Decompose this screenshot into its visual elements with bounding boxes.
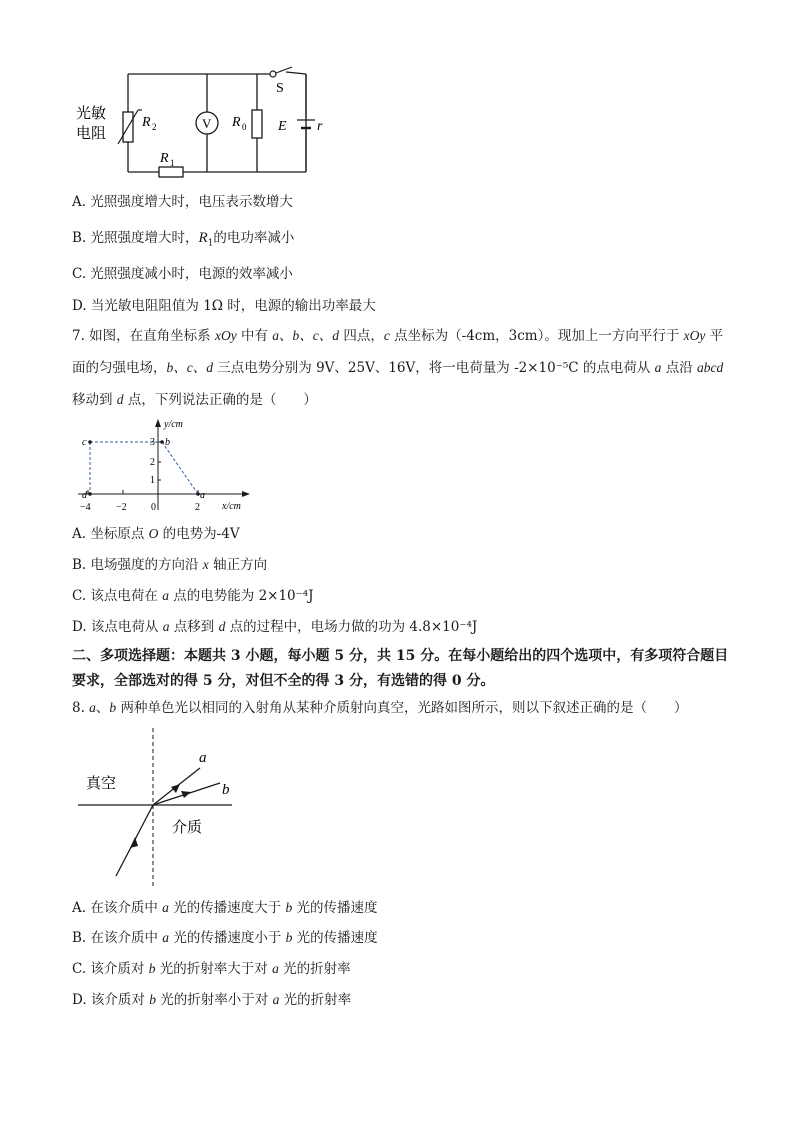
photoresistor-label-1: 光敏 (76, 104, 107, 122)
coordinate-diagram (72, 414, 257, 514)
point-b-label: b (165, 437, 170, 448)
x-tick-neg4: −4 (80, 502, 91, 513)
q7-option-d[interactable]: D. 该点电荷从 a 点移到 d 点的过程中，电场力做的功为 4.8×10⁻⁴J (72, 619, 478, 635)
q6-option-b[interactable]: B. 光照强度增大时，$R_1$的电功率减小 (72, 230, 295, 249)
ray-a-label: a (199, 750, 207, 766)
r2-subscript: 2 (152, 122, 157, 132)
q7-option-c[interactable]: C. 该点电荷在 a 点的电势能为 2×10⁻⁴J (72, 588, 314, 604)
y-tick-3: 3 (150, 437, 155, 448)
medium-label: 介质 (172, 818, 203, 836)
internal-resistance-label: r (317, 119, 323, 134)
q8-option-c[interactable]: C. 该介质对 b 光的折射率大于对 a 光的折射率 (72, 961, 351, 977)
circuit-diagram (72, 64, 342, 184)
point-c-label: c (82, 437, 87, 448)
switch-label: S (276, 81, 284, 96)
q6-option-c[interactable]: C. 光照强度减小时，电源的效率减小 (72, 266, 293, 282)
q6-option-d[interactable]: D. 当光敏电阻阻值为 1Ω 时，电源的输出功率最大 (72, 298, 376, 314)
q8-stem: 8. a、b 两种单色光以相同的入射角从某种介质射向真空，光路如图所示，则以下叙述正确的是（ ） (72, 700, 688, 716)
refraction-diagram (72, 726, 242, 888)
x-tick-2: 2 (195, 502, 200, 513)
y-tick-1: 1 (150, 475, 155, 486)
r1-label: R (160, 151, 169, 166)
q8-option-b[interactable]: B. 在该介质中 a 光的传播速度小于 b 光的传播速度 (72, 930, 378, 946)
photoresistor-label-2: 电阻 (76, 124, 107, 142)
ray-b-label: b (222, 782, 230, 798)
y-axis-label: y/cm (164, 419, 183, 430)
q7-option-a[interactable]: A. 坐标原点 O 的电势为-4V (72, 526, 240, 542)
x-tick-neg2: −2 (116, 502, 127, 513)
q7-option-b[interactable]: B. 电场强度的方向沿 x 轴正方向 (72, 557, 268, 573)
r0-label: R (232, 115, 241, 130)
r1-subscript: 1 (170, 158, 175, 168)
r2-label: R (142, 115, 151, 130)
q7-stem: 7. 如图，在直角坐标系 xOy 中有 a、b、c、d 四点，c 点坐标为（-4cm，3cm）。现加上一方向平行于 xOy 平面的匀强电场，b、c、d 三点电势分别为 9V、25V、16V，将一电荷量为 -2×10⁻⁵C 的点电荷从 a 点沿 abcd 移动到 d 点，下列说法正确的是（ ） (72, 328, 724, 408)
point-a-label: a (200, 490, 205, 501)
emf-label: E (278, 119, 287, 134)
x-axis-label: x/cm (222, 501, 241, 512)
q6-option-a[interactable]: A. 光照强度增大时，电压表示数增大 (72, 194, 293, 210)
y-tick-2: 2 (150, 457, 155, 468)
section-2-heading: 二、多项选择题：本题共 3 小题，每小题 5 分，共 15 分。在每小题给出的四个选项中，有多项符合题目要求，全部选对的得 5 分，对但不全的得 3 分，有选错的得 0 分。 (72, 648, 729, 689)
x-tick-0: 0 (151, 502, 156, 513)
q8-option-d[interactable]: D. 该介质对 b 光的折射率小于对 a 光的折射率 (72, 992, 352, 1008)
voltmeter-label: V (202, 116, 212, 131)
q8-option-a[interactable]: A. 在该介质中 a 光的传播速度大于 b 光的传播速度 (72, 900, 378, 916)
r0-subscript: 0 (242, 122, 247, 132)
vacuum-label: 真空 (86, 774, 117, 792)
point-d-label: d (82, 490, 87, 501)
